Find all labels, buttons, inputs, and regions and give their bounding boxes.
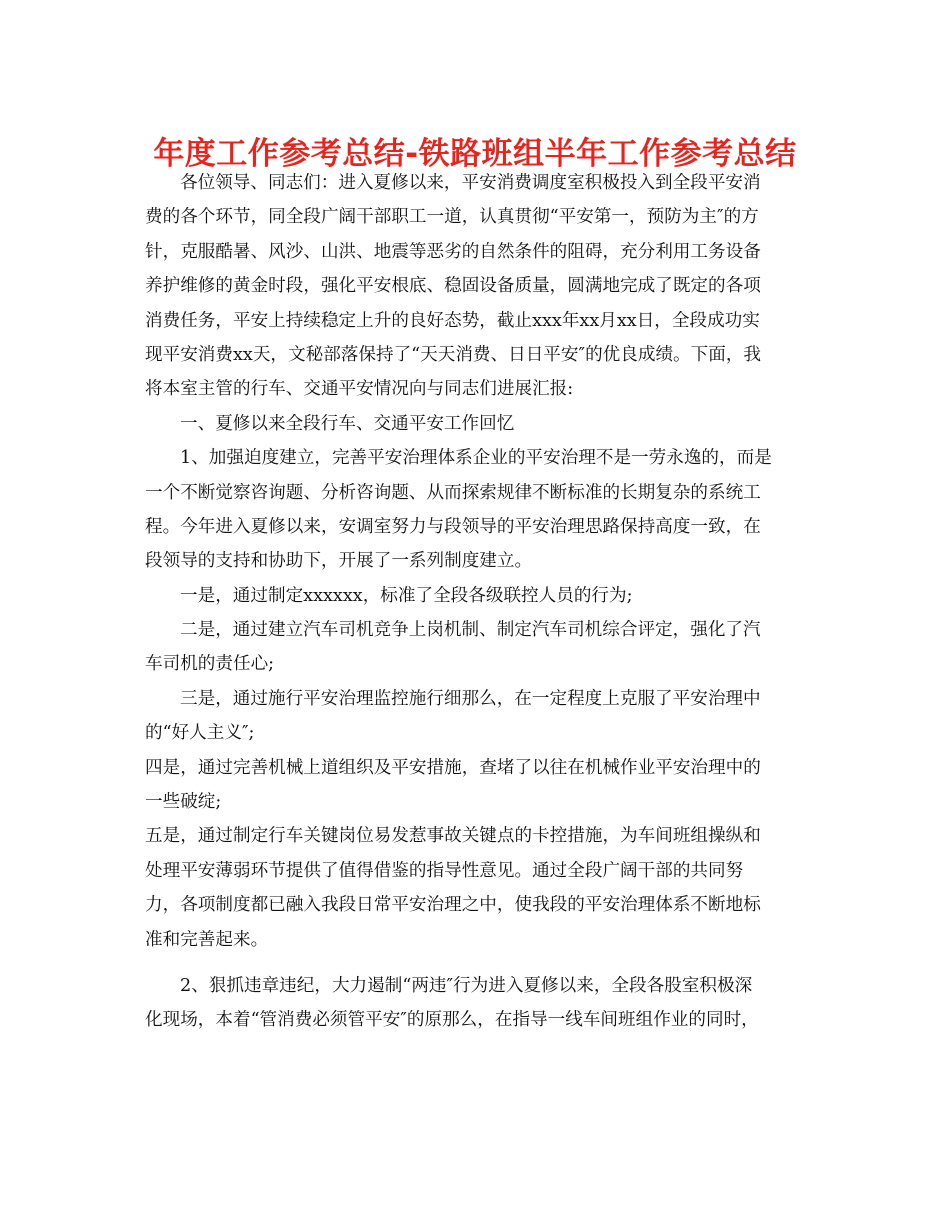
paragraph-line: 准和完善起来。 <box>145 929 269 950</box>
paragraph-line: 处理平安薄弱环节提供了值得借鉴的指导性意见。通过全段广阔干部的共同努 <box>145 860 744 881</box>
paragraph-line: 程。今年进入夏修以来，安调室努力与段领导的平安治理思路保持高度一致，在 <box>145 516 761 537</box>
paragraph-line: 车司机的责任心; <box>145 654 275 675</box>
paragraph-line: 将本室主管的行车、交通平安情况向与同志们进展汇报: <box>145 379 574 400</box>
paragraph-gap <box>145 957 810 969</box>
paragraph-line: 段领导的支持和协助下，开展了一系列制度建立。 <box>145 551 533 572</box>
paragraph-line: 针，克服酷暑、风沙、山洪、地震等恶劣的自然条件的阻碍，充分利用工务设备 <box>145 241 761 262</box>
paragraph-line: 的“好人主义″; <box>145 723 255 744</box>
paragraph-line: 1、加强迫度建立，完善平安治理体系企业的平安治理不是一劳永逸的，而是 <box>180 448 772 469</box>
paragraph-line: 力，各项制度都已融入我段日常平安治理之中，使我段的平安治理体系不断地标 <box>145 895 761 916</box>
paragraph-line: 化现场，本着“管消费必须管平安″的原那么，在指导一线车间班组作业的同时， <box>145 1010 759 1031</box>
paragraph-line: 四是，通过完善机械上道组织及平安措施，查堵了以往在机械作业平安治理中的 <box>145 757 761 778</box>
paragraph-line: 消费任务，平安上持续稳定上升的良好态势，截止xxx年xx月xx日，全段成功实 <box>145 310 760 331</box>
paragraph-line: 一个不断觉察咨询题、分析咨询题、从而探索规律不断标准的长期复杂的系统工 <box>145 482 761 503</box>
paragraph-line: 三是，通过施行平安治理监控施行细那么，在一定程度上克服了平安治理中 <box>180 688 761 709</box>
section-heading: 一、夏修以来全段行车、交通平安工作回忆 <box>180 413 515 434</box>
paragraph-line: 养护维修的黄金时段，强化平安根底、稳固设备质量，圆满地完成了既定的各项 <box>145 276 761 297</box>
paragraph-line: 各位领导、同志们：进入夏修以来，平安消费调度室积极投入到全段平安消 <box>180 173 761 193</box>
paragraph-line: 二是，通过建立汽车司机竞争上岗机制、制定汽车司机综合评定，强化了汽 <box>180 620 761 641</box>
paragraph-line: 一是，通过制定xxxxxx，标准了全段各级联控人员的行为; <box>180 585 633 606</box>
paragraph-line: 现平安消费xx天，文秘部落保持了“天天消费、日日平安″的优良成绩。下面，我 <box>145 344 762 365</box>
document-body <box>145 166 810 1038</box>
paragraph-line: 一些破绽; <box>145 792 222 813</box>
paragraph-line: 费的各个环节，同全段广阔干部职工一道，认真贯彻“平安第一，预防为主″的方 <box>145 207 759 228</box>
document-title: 年度工作参考总结-铁路班组半年工作参考总结 <box>153 136 797 172</box>
paragraph-line: 五是，通过制定行车关键岗位易发惹事故关键点的卡控措施，为车间班组操纵和 <box>145 826 761 847</box>
paragraph-line: 2、狠抓违章违纪，大力遏制“两违″行为进入夏修以来，全段各股室积极深 <box>180 975 753 996</box>
